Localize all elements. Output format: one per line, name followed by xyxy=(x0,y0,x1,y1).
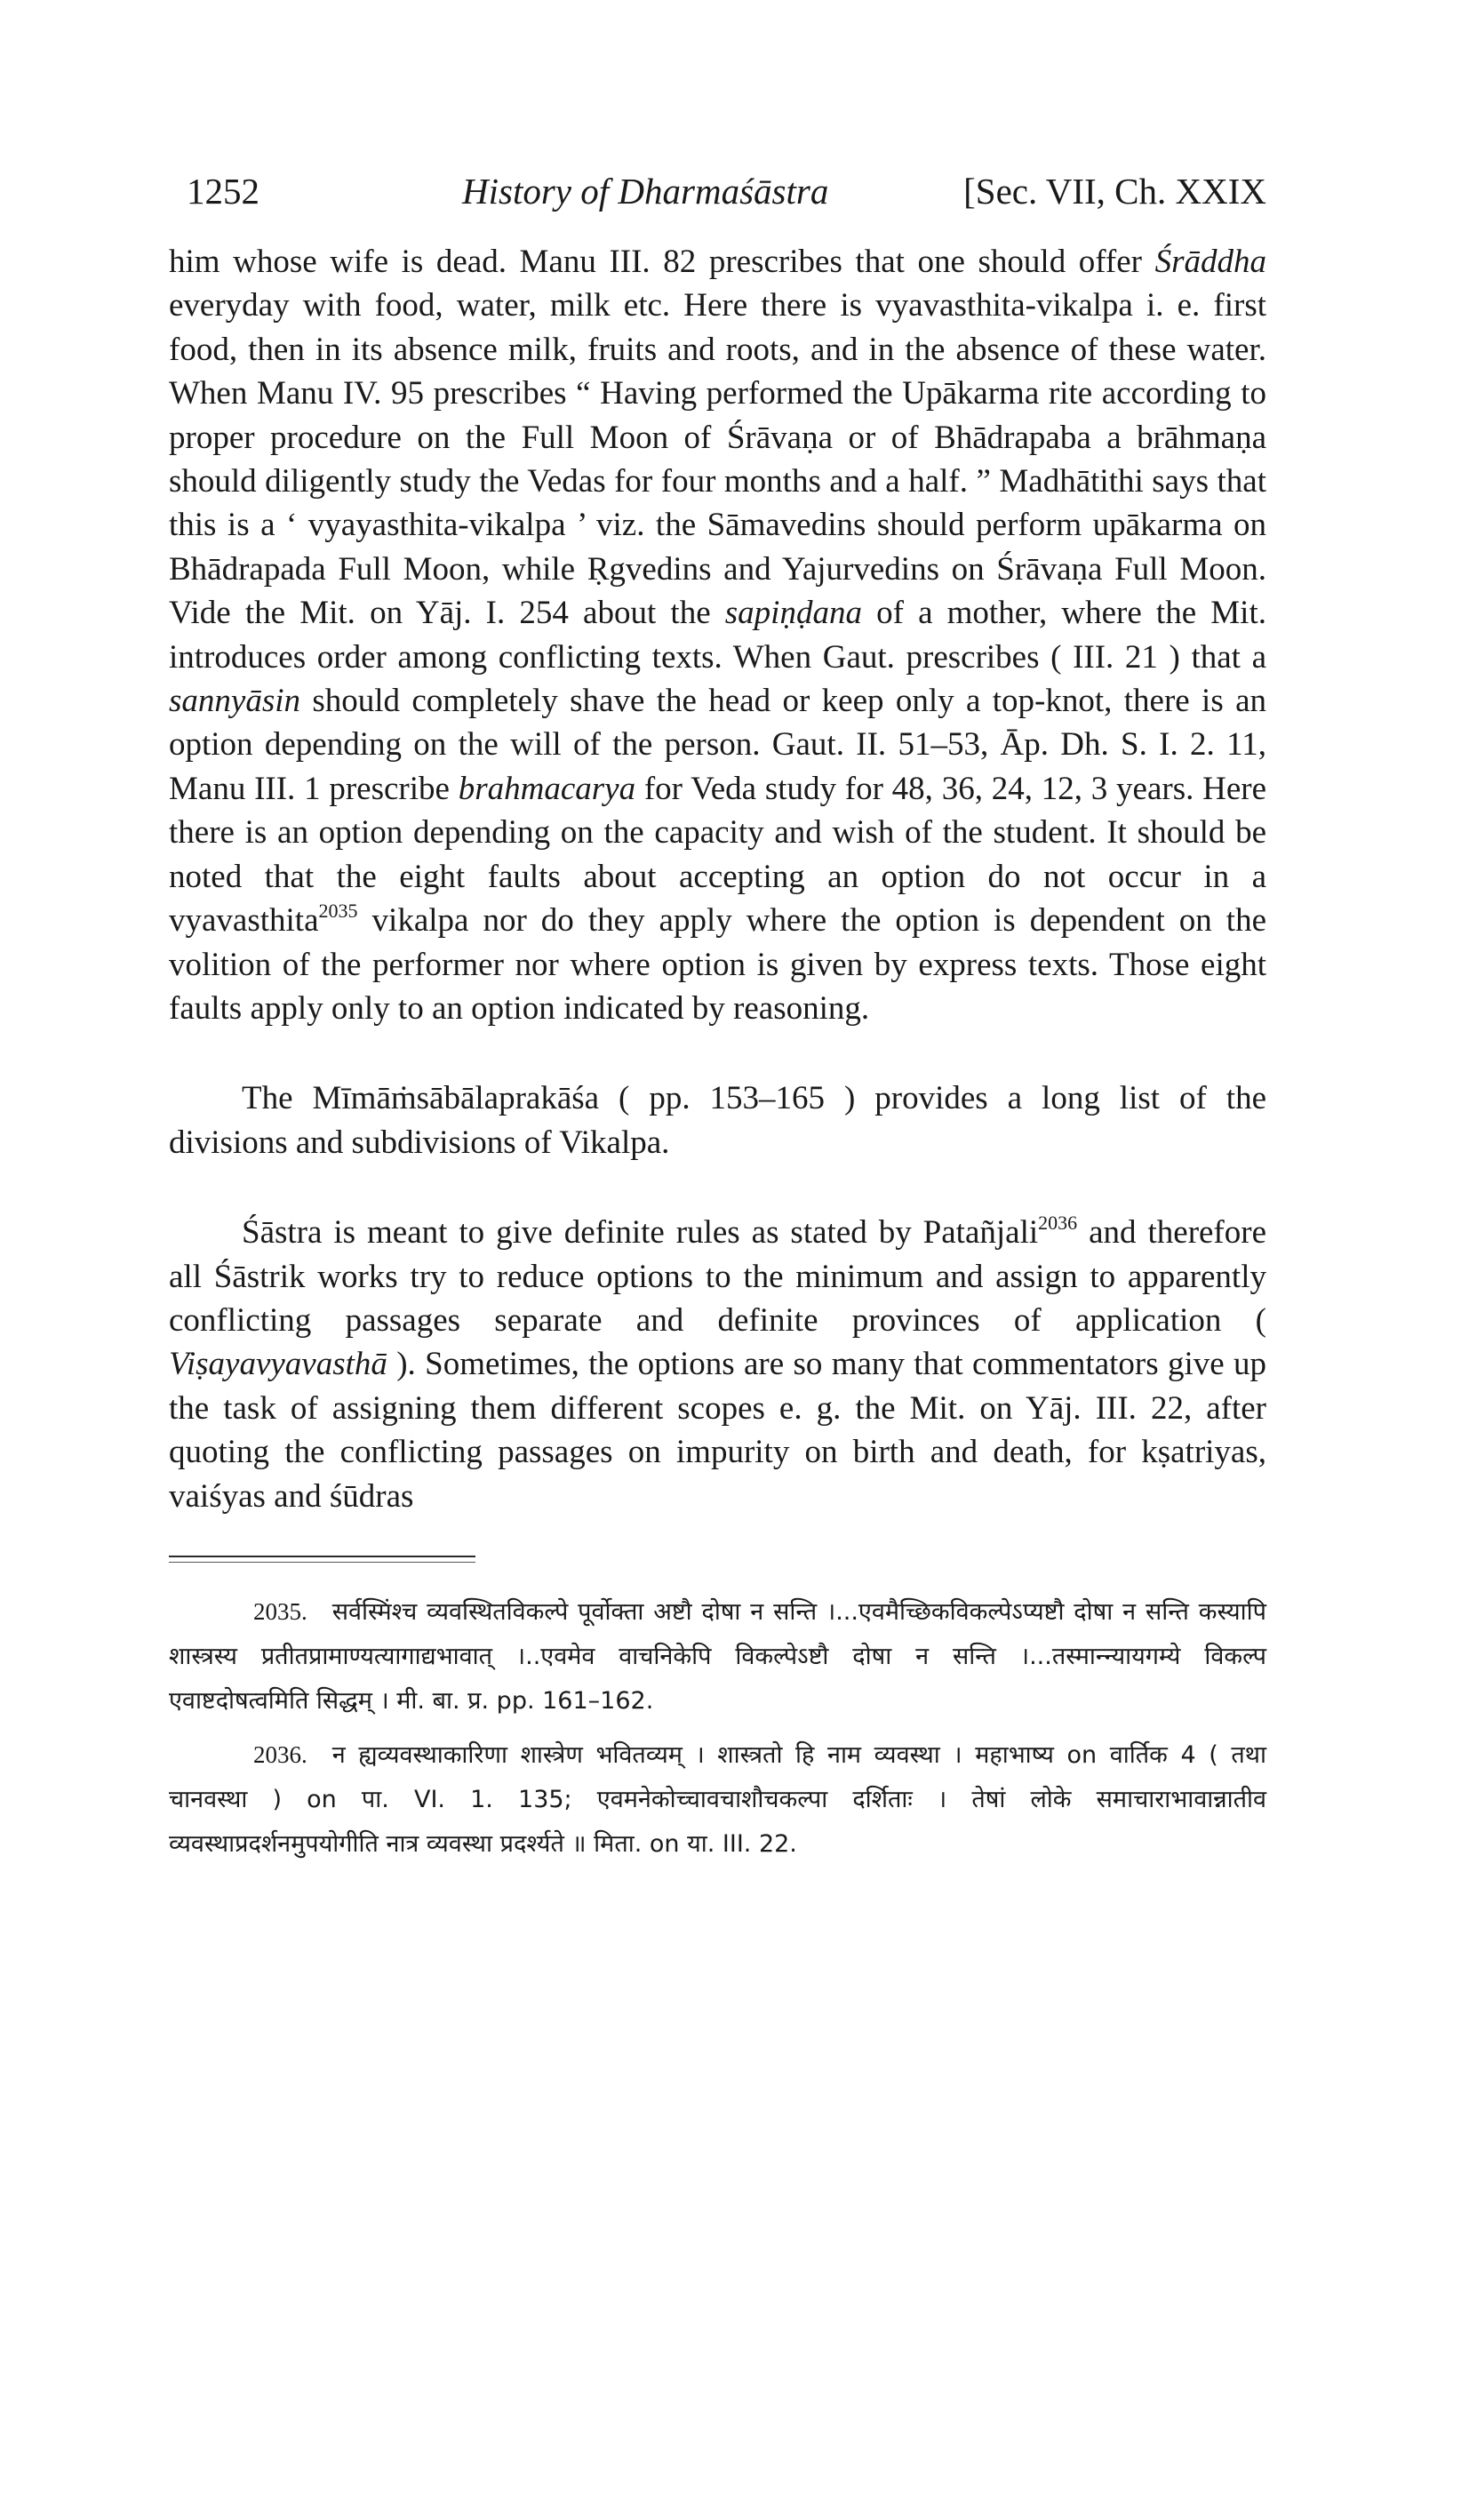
footnote-2036 xyxy=(169,1732,1266,1867)
footnote-divider-secondary xyxy=(169,1562,475,1563)
footnote-ref-2036[interactable]: 2036 xyxy=(1038,1212,1078,1235)
footnotes xyxy=(169,1589,1266,1867)
running-head xyxy=(169,160,1266,222)
book-title: History of Dharmaśāstra xyxy=(462,171,829,212)
paragraph-mimamsabalaprakasa: The Mīmāṁsābālaprakāśa ( pp. 153–165 ) provides a long list of the divisions and subdivisions of Vikalpa. xyxy=(169,1080,1266,1161)
footnote-number: 2036. xyxy=(253,1740,307,1768)
section-reference: [Sec. VII, Ch. XXIX xyxy=(963,171,1266,212)
paragraph-sastra-definite-rules: Śāstra is meant to give definite rules as stated by Patañjali$^{2036}$ and therefore all Śāstrik works try to reduce options to the minimum and assign to apparently conflicting passages separate and definite provinces of application ( Viṣayavyavasthā ). Sometimes, the options are so many that commentators give up the task of assigning them different scopes e. g. the Mit. on Yāj. III. 22, after quoting the conflicting passages on impurity on birth and death, for kṣatriyas, vaiśyas and śūdras xyxy=(169,1212,1266,1515)
page-number: 1252 xyxy=(187,171,259,212)
paragraph-vyavasthita-vikalpa: him whose wife is dead. Manu III. 82 prescribes that one should offer Śrāddha everyday with food, water, milk etc. Here there is vyavasthita-vikalpa i. e. first food, then in its absence milk, fruits and roots, and in the absence of these water. When Manu IV. 95 prescribes “ Having performed the Upākarma rite according to proper procedure on the Full Moon of Śrāvaṇa or of Bhādrapaba a brāhmaṇa should diligently study the Vedas for four months and a half. ” Madhātithi says that this is a ‘ vyayasthita-vikalpa ’ viz. the Sāmavedins should perform upākarma on Bhādrapada Full Moon, while Ṛgvedins and Yajurvedins on Śrāvaṇa Full Moon. Vide the Mit. on Yāj. I. 254 about the sapiṇḍana of a mother, where the Mit. introduces order among conflicting texts. When Gaut. prescribes ( III. 21 ) that a sannyāsin should completely shave the head or keep only a top-knot, there is an option depending on the will of the person. Gaut. II. 51–53, Āp. Dh. S. I. 2. 11, Manu III. 1 prescribe brahmacarya for Veda study for 48, 36, 24, 12, 3 years. Here there is an option depending on the capacity and wish of the student. It should be noted that the eight faults about accepting an option do not occur in a vyavasthita$^{2035}$ vikalpa nor do they apply where the option is dependent on the volition of the performer nor where option is given by express texts. Those eight faults apply only to an option indicated by reasoning. xyxy=(169,244,1266,1027)
footnote-text: न ह्यव्यवस्थाकारिणा शास्त्रेण भवितव्यम् । शास्त्रतो हि नाम व्यवस्था । महाभाष्य on वार्तिक 4 ( तथा चानवस्था ) on पा. VI. 1. 135; एवमनेकोच्चावचाशौचकल्पा दर्शिताः । तेषां लोके समाचाराभावान्नातीव व्यवस्थाप्रदर्शनमुपयोगीति नात्र व्यवस्था प्रदर्श्यते ॥ मिता. on या. III. 22. xyxy=(169,1740,1266,1858)
footnote-text: सर्वस्मिंश्च व्यवस्थितविकल्पे पूर्वोक्ता अष्टौ दोषा न सन्ति ।...एवमैच्छिकविकल्पेऽप्यष्टौ दोषा न सन्ति कस्यापि शास्त्रस्य प्रतीतप्रामाण्यत्यागाद्यभावात् ।..एवमेव वाचनिकेपि विकल्पेऽष्टौ दोषा न सन्ति ।...तस्मान्न्यायगम्ये विकल्प एवाष्टदोषत्वमिति सिद्धम् । मी. बा. प्र. pp. 161–162. xyxy=(169,1597,1266,1715)
footnote-divider xyxy=(169,1556,475,1557)
footnote-2035 xyxy=(169,1589,1266,1724)
book-page xyxy=(169,160,1266,1876)
footnote-ref-2035[interactable]: 2035 xyxy=(318,900,358,923)
footnote-number: 2035. xyxy=(253,1597,307,1625)
body-text xyxy=(169,240,1266,1518)
